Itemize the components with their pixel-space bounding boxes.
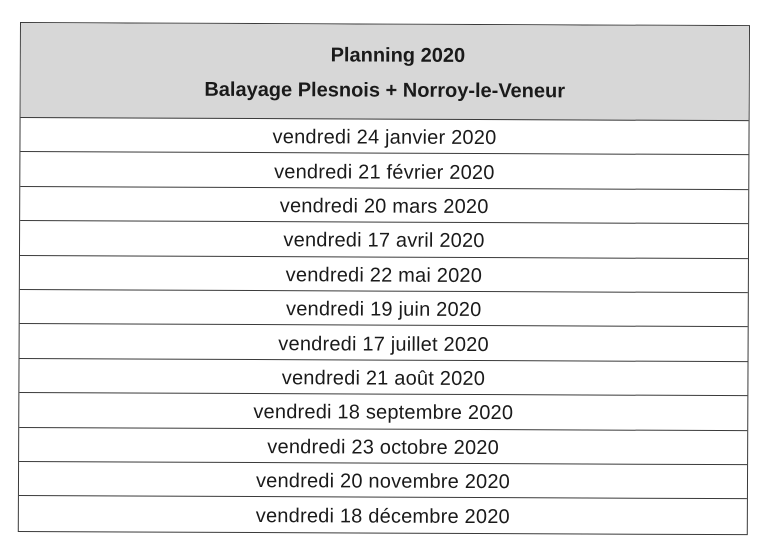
date-row: vendredi 17 juillet 2020 [20, 324, 748, 362]
date-row: vendredi 20 novembre 2020 [19, 462, 747, 500]
schedule-table [18, 22, 750, 535]
date-row: vendredi 21 août 2020 [19, 359, 747, 397]
date-row: vendredi 21 février 2020 [20, 152, 748, 190]
date-row: vendredi 22 mai 2020 [20, 256, 748, 294]
date-row: vendredi 18 septembre 2020 [19, 393, 747, 431]
date-row: vendredi 24 janvier 2020 [20, 118, 748, 156]
table-title: Planning 2020 [330, 44, 466, 67]
date-list [19, 118, 749, 534]
date-row: vendredi 23 octobre 2020 [19, 428, 747, 466]
date-row: vendredi 20 mars 2020 [20, 187, 748, 225]
date-row: vendredi 18 décembre 2020 [255, 505, 510, 529]
table-subtitle: Balayage Plesnois + Norroy-le-Veneur [204, 78, 566, 103]
table-header [21, 23, 749, 121]
date-row: vendredi 19 juin 2020 [20, 290, 748, 328]
date-row: vendredi 17 avril 2020 [20, 221, 748, 259]
